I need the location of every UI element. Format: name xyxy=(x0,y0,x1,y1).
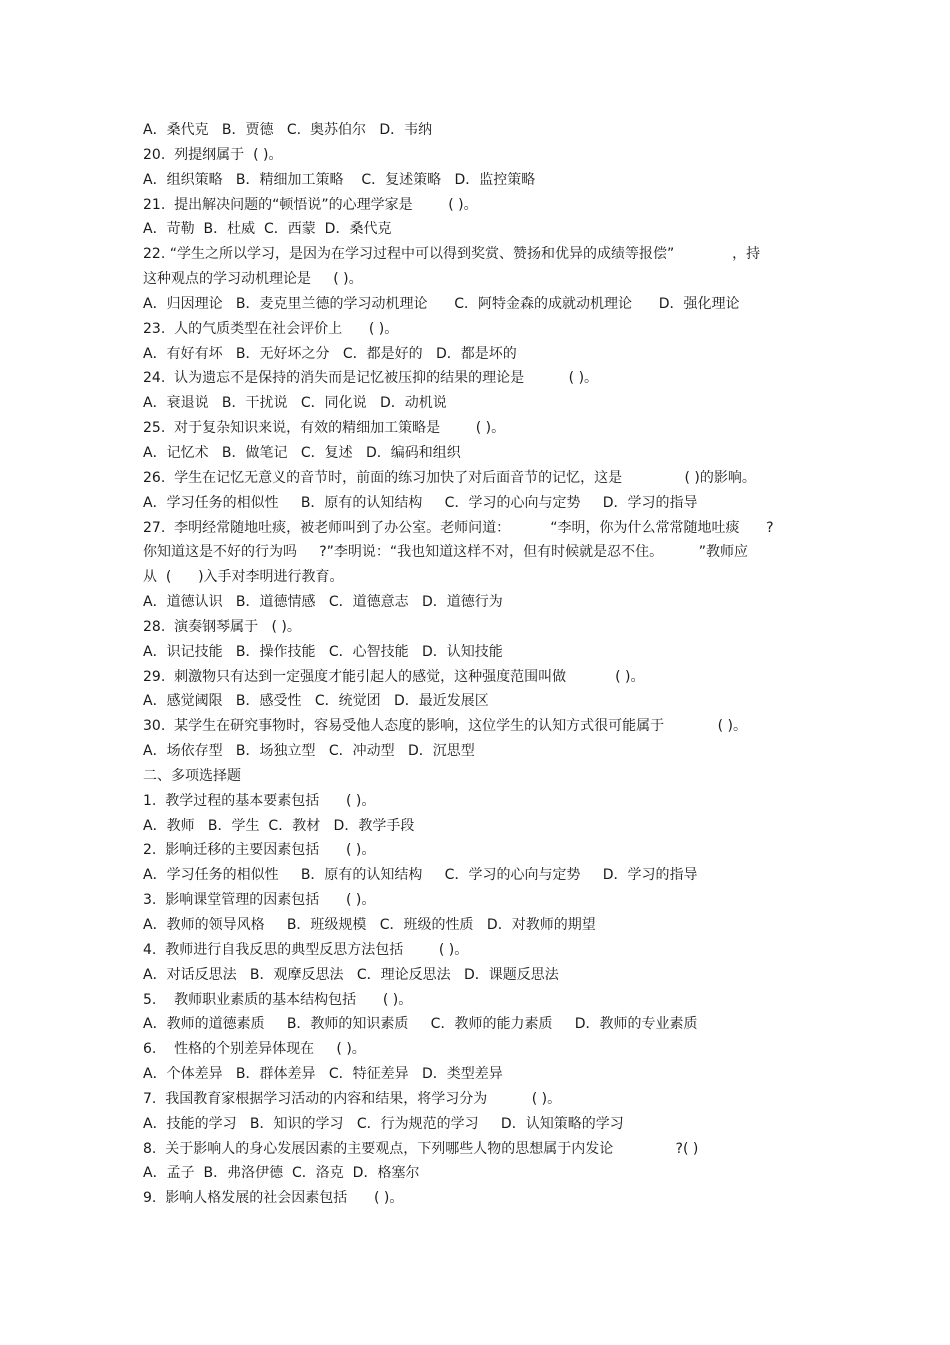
section-heading: 二、多项选择题 xyxy=(143,767,241,784)
text-line: 你知道这是不好的行为吗 ?”李明说：“我也知道这样不对，但有时候就是忍不住。 ”教师应 xyxy=(143,544,749,561)
text-line: 6. 性格的个别差异体现在 ( )。 xyxy=(143,1041,366,1058)
text-line: 7. 我国教育家根据学习活动的内容和结果，将学习分为 ( )。 xyxy=(143,1090,562,1107)
text-line: A．教师 B．学生 C．教材 D．教学手段 xyxy=(143,817,415,834)
text-line: A．个体差异 B．群体差异 C．特征差异 D．类型差异 xyxy=(143,1066,503,1083)
text-line: 29. 刺激物只有达到一定强度才能引起人的感觉，这种强度范围叫做 ( )。 xyxy=(143,668,645,685)
text-line: A．苛勒 B．杜威 C．西蒙 D．桑代克 xyxy=(143,221,392,238)
text-line: 这种观点的学习动机理论是 ( )。 xyxy=(143,271,363,288)
text-line: 28. 演奏钢琴属于 ( )。 xyxy=(143,618,301,635)
text-line: 1. 教学过程的基本要素包括 ( )。 xyxy=(143,792,376,809)
text-line: A．有好有坏 B．无好坏之分 C．都是好的 D．都是坏的 xyxy=(143,345,517,362)
text-line: 20. 列提纲属于 ( )。 xyxy=(143,146,283,163)
text-line: 2. 影响迁移的主要因素包括 ( )。 xyxy=(143,842,376,859)
text-line: 22. “学生之所以学习，是因为在学习过程中可以得到奖赏、赞扬和优异的成绩等报偿” ，持 xyxy=(143,246,761,263)
text-line: A．场依存型 B．场独立型 C．冲动型 D．沉思型 xyxy=(143,743,475,760)
text-line: A．道德认识 B．道德情感 C．道德意志 D．道德行为 xyxy=(143,594,503,611)
text-line: 27. 李明经常随地吐痰，被老师叫到了办公室。老师问道： “李明，你为什么常常随地吐痰 ? xyxy=(143,519,774,536)
text-line: A．记忆术 B．做笔记 C．复述 D．编码和组织 xyxy=(143,444,461,461)
text-line: A．感觉阈限 B．感受性 C．统觉团 D．最近发展区 xyxy=(143,693,489,710)
text-line: 21. 提出解决问题的“顿悟说”的心理学家是 ( )。 xyxy=(143,196,478,213)
text-line: A．技能的学习 B．知识的学习 C．行为规范的学习 D．认知策略的学习 xyxy=(143,1115,624,1132)
text-line: 24. 认为遗忘不是保持的消失而是记忆被压抑的结果的理论是 ( )。 xyxy=(143,370,599,387)
document-text-block xyxy=(143,118,813,1211)
text-line: A．对话反思法 B．观摩反思法 C．理论反思法 D．课题反思法 xyxy=(143,966,559,983)
text-line: A．孟子 B．弗洛伊德 C．洛克 D．格塞尔 xyxy=(143,1165,420,1182)
text-line: A．识记技能 B．操作技能 C．心智技能 D．认知技能 xyxy=(143,643,503,660)
text-line: A．组织策略 B．精细加工策略 C．复述策略 D．监控策略 xyxy=(143,171,536,188)
text-line: 从 ( )入手对李明进行教育。 xyxy=(143,569,344,586)
text-line: A．教师的道德素质 B．教师的知识素质 C．教师的能力素质 D．教师的专业素质 xyxy=(143,1016,698,1033)
text-line: A．衰退说 B．干扰说 C．同化说 D．动机说 xyxy=(143,395,447,412)
text-line: A．教师的领导风格 B．班级规模 C．班级的性质 D．对教师的期望 xyxy=(143,917,596,933)
text-line: 8. 关于影响人的身心发展因素的主要观点，下列哪些人物的思想属于内发论 ?( ) xyxy=(143,1140,699,1157)
text-line: 23. 人的气质类型在社会评价上 ( )。 xyxy=(143,320,399,337)
text-line: A．学习任务的相似性 B．原有的认知结构 C．学习的心向与定势 D．学习的指导 xyxy=(143,494,698,511)
text-line: 26. 学生在记忆无意义的音节时，前面的练习加快了对后面音节的记忆，这是 ( )的影响。 xyxy=(143,469,756,486)
text-line: 3. 影响课堂管理的因素包括 ( )。 xyxy=(143,892,376,909)
text-line: 5. 教师职业素质的基本结构包括 ( )。 xyxy=(143,991,413,1008)
text-line: 4. 教师进行自我反思的典型反思方法包括 ( )。 xyxy=(143,941,469,958)
text-line: 25. 对于复杂知识来说，有效的精细加工策略是 ( )。 xyxy=(143,420,506,437)
text-line: 9. 影响人格发展的社会因素包括 ( )。 xyxy=(143,1190,404,1207)
text-line: A．学习任务的相似性 B．原有的认知结构 C．学习的心向与定势 D．学习的指导 xyxy=(143,867,698,884)
text-line: A．归因理论 B．麦克里兰德的学习动机理论 C．阿特金森的成就动机理论 D．强化理论 xyxy=(143,295,740,312)
text-line: 30. 某学生在研究事物时，容易受他人态度的影响，这位学生的认知方式很可能属于 ( )。 xyxy=(143,718,747,735)
text-line: A．桑代克 B．贾德 C. 奥苏伯尔 D．韦纳 xyxy=(143,122,433,138)
